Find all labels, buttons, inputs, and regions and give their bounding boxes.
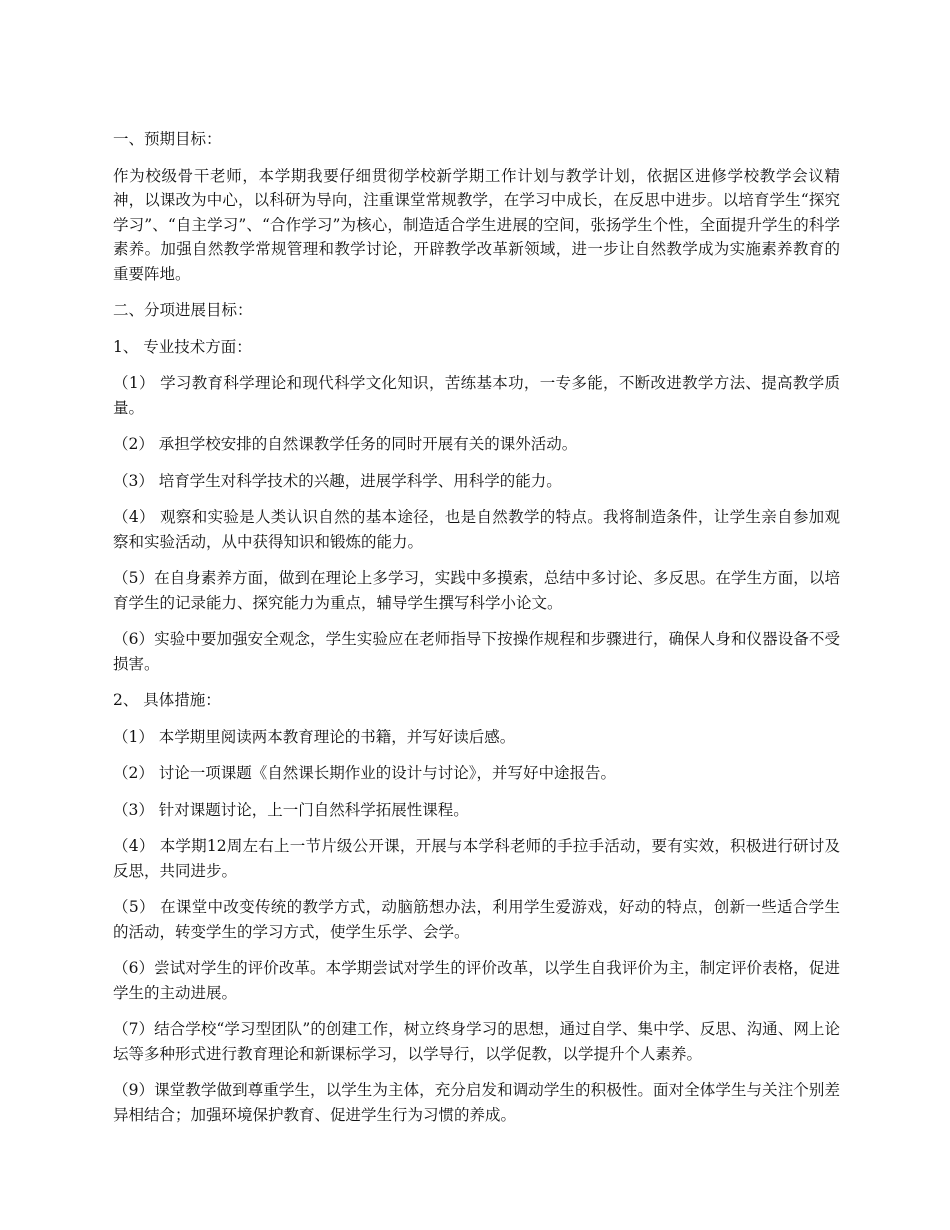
list-item: （3） 针对课题讨论，上一门自然科学拓展性课程。 [113, 800, 469, 819]
list-item: （5） 在课堂中改变传统的教学方式，动脑筋想办法，利用学生爱游戏，好动的特点，创新一些适合学生的活动，转变学生的学习方式，使学生乐学、会学。 [113, 898, 840, 941]
list-item: （2） 讨论一项课题《自然课长期作业的设计与讨论》，并写好中途报告。 [113, 764, 617, 782]
list-item: （6）尝试对学生的评价改革。本学期尝试对学生的评价改革，以学生自我评价为主，制定评价表格，促进学生的主动进展。 [113, 959, 840, 1002]
list-item: （2） 承担学校安排的自然课教学任务的同时开展有关的课外活动。 [113, 435, 578, 453]
list-item: （3） 培育学生对科学技术的兴趣，进展学科学、用科学的能力。 [113, 471, 562, 490]
document-page [113, 127, 840, 1139]
list-item: （7）结合学校“学习型团队”的创建工作，树立终身学习的思想，通过自学、集中学、反思、沟通、网上论坛等多种形式进行教育理论和新课标学习，以学导行，以学促教，以学提升个人素养。 [113, 1020, 840, 1063]
subsection-heading-professional: 1、 专业技术方面： [113, 337, 252, 356]
paragraph-intro: 作为校级骨干老师，本学期我要仔细贯彻学校新学期工作计划与教学计划，依据区进修学校教学会议精神，以课改为中心，以科研为导向，注重课堂常规教学，在学习中成长，在反思中进步。以培育学生“探究学习”、“自主学习”、“合作学习”为核心，制造适合学生进展的空间，张扬学生个性，全面提升学生的科学素养。加强自然教学常规管理和教学讨论，开辟教学改革新领域，进一步让自然教学成为实施素养教育的重要阵地。 [113, 166, 840, 283]
list-item: （4） 本学期12周左右上一节片级公开课，开展与本学科老师的手拉手活动，要有实效，积极进行研讨及反思，共同进步。 [113, 837, 840, 880]
section-heading-sub-goals: 二、分项进展目标： [113, 301, 253, 319]
list-item: （6）实验中要加强安全观念，学生实验应在老师指导下按操作规程和步骤进行，确保人身和仪器设备不受损害。 [113, 630, 840, 673]
list-item: （5）在自身素养方面，做到在理论上多学习，实践中多摸索，总结中多讨论、多反思。在学生方面，以培育学生的记录能力、探究能力为重点，辅导学生撰写科学小论文。 [113, 569, 840, 612]
list-item: （1） 学习教育科学理论和现代科学文化知识，苦练基本功，一专多能，不断改进教学方法、提高教学质量。 [113, 374, 840, 417]
list-item: （4） 观察和实验是人类认识自然的基本途径，也是自然教学的特点。我将制造条件，让学生亲自参加观察和实验活动，从中获得知识和锻炼的能力。 [113, 508, 840, 551]
section-heading-expected-goals: 一、预期目标： [113, 130, 222, 148]
list-item: （1） 本学期里阅读两本教育理论的书籍，并写好读后感。 [113, 727, 516, 746]
subsection-heading-measures: 2、 具体措施： [113, 691, 221, 709]
list-item: （9）课堂教学做到尊重学生，以学生为主体，充分启发和调动学生的积极性。面对全体学生与关注个别差异相结合；加强环境保护教育、促进学生行为习惯的养成。 [113, 1081, 840, 1124]
